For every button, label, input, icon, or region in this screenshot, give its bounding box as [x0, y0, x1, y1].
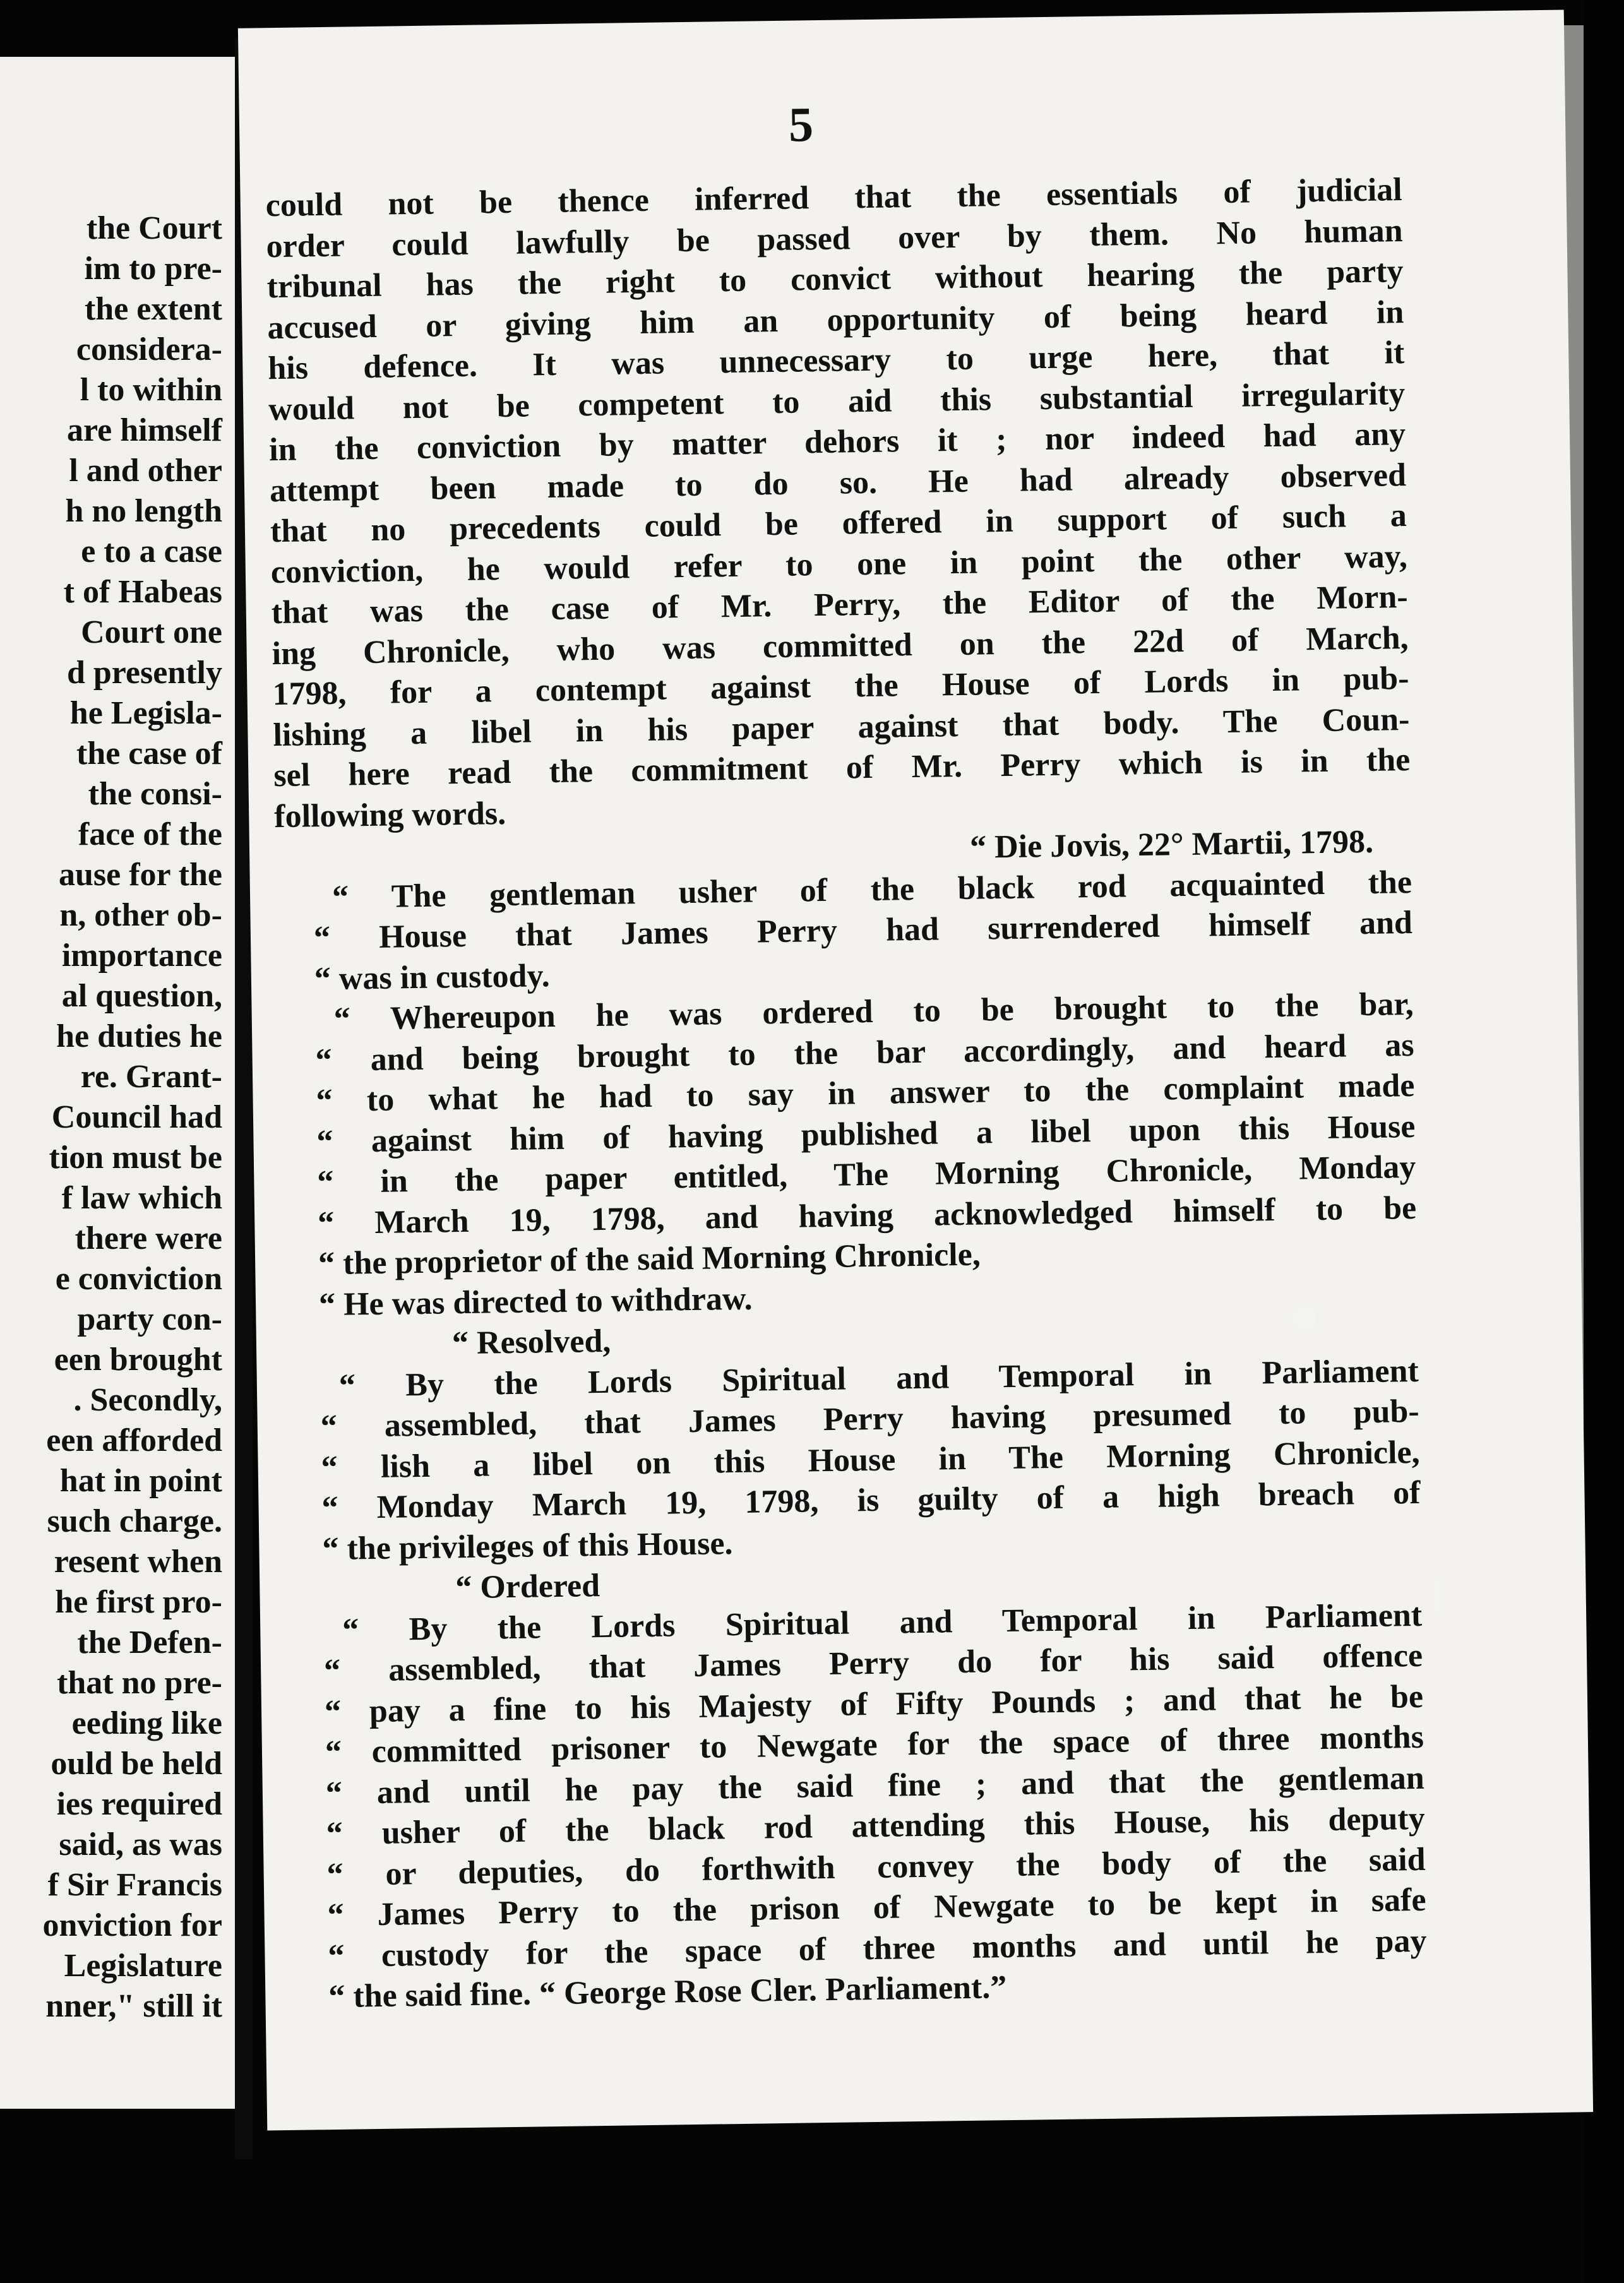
quote-line: “ pay a fine to his Majesty of Fifty Pounds ; and that he be: [324, 1678, 1424, 1730]
quote-line: “ lish a libel on this House in The Morning Chronicle,: [321, 1434, 1420, 1486]
quote-line: “ and until he pay the said fine ; and that the gentleman: [325, 1760, 1425, 1811]
left-page-line: he duties he: [56, 1018, 222, 1054]
quote-line: “ the said fine. “ George Rose Cler. Parliament.”: [328, 1969, 1007, 2015]
left-page-line: re. Grant-: [80, 1059, 222, 1095]
quote-line: “ House that James Perry had surrendered himself and: [313, 904, 1413, 957]
paragraph-line: attempt been made to do so. He had already observed: [269, 456, 1407, 509]
quote-line: “ usher of the black rod attending this House, his deputy: [326, 1800, 1426, 1852]
quote-line: “ the proprietor of the said Morning Chronicle,: [318, 1236, 981, 1282]
left-page-line: the Court: [86, 210, 222, 246]
left-page: [0, 57, 239, 2109]
left-page-line: said, as was: [59, 1827, 222, 1863]
left-page-line: ould be held: [51, 1746, 222, 1782]
left-page-line: e conviction: [55, 1261, 222, 1297]
left-page-line: d presently: [66, 655, 222, 691]
left-page-line: he Legisla-: [69, 695, 222, 731]
left-page-line: the consi-: [88, 776, 222, 812]
quote-line: “ James Perry to the prison of Newgate to be kept in safe: [327, 1881, 1426, 1934]
left-page-line: resent when: [54, 1544, 222, 1580]
left-page-line: are himself: [67, 412, 222, 448]
left-page-line: party con-: [77, 1301, 222, 1337]
left-page-line: Court one: [81, 614, 222, 650]
paragraph-line: that no precedents could be offered in support of such a: [270, 498, 1407, 550]
quote-line: “ Ordered: [455, 1568, 600, 1606]
left-page-line: l to within: [80, 372, 222, 408]
quote-line: “ Resolved,: [451, 1323, 611, 1362]
paragraph-line: order could lawfully be passed over by them. No human: [266, 212, 1403, 265]
paragraph-line: lishing a libel in his paper against that body. The Coun-: [273, 701, 1410, 753]
left-page-line: such charge.: [47, 1503, 222, 1539]
left-page-line: Council had: [51, 1099, 222, 1135]
paragraph-line: that was the case of Mr. Perry, the Editor of the Morn-: [271, 579, 1409, 631]
right-page: [238, 10, 1593, 2131]
quote-line: “ Whereupon he was ordered to be brought to the bar,: [333, 986, 1414, 1037]
quote-line: “ the privileges of this House.: [322, 1525, 733, 1567]
quote-line: “ The gentleman usher of the black rod acquainted the: [331, 864, 1412, 915]
paragraph-line: conviction, he would refer to one in point the other way,: [270, 538, 1408, 590]
left-page-line: Legislature: [64, 1948, 222, 1984]
paragraph-line: in the conviction by matter dehors it ; nor indeed had any: [268, 416, 1406, 468]
left-page-line: the extent: [84, 291, 222, 327]
left-page-line: ies required: [56, 1786, 222, 1822]
left-page-line: al question,: [61, 978, 222, 1014]
paragraph-line: accused or giving him an opportunity of being heard in: [267, 294, 1404, 346]
quote-line: “ By the Lords Spiritual and Temporal in Parliament: [342, 1597, 1423, 1648]
left-page-line: eeding like: [71, 1705, 222, 1741]
left-page-line: nner," still it: [45, 1988, 222, 2024]
left-page-line: there were: [75, 1220, 222, 1256]
left-page-line: n, other ob-: [59, 897, 222, 933]
left-page-line: f law which: [61, 1180, 222, 1216]
date-line: “ Die Jovis, 22° Martii, 1798.: [969, 823, 1374, 866]
quote-line: “ By the Lords Spiritual and Temporal in Parliament: [338, 1352, 1419, 1404]
left-page-line: face of the: [78, 816, 222, 852]
left-page-line: the Defen-: [77, 1624, 222, 1660]
dust-mark: [1434, 1577, 1441, 1615]
left-page-line: f Sir Francis: [47, 1867, 222, 1903]
quote-line: “ custody for the space of three months and until he pay: [328, 1922, 1427, 1974]
left-page-line: he first pro-: [55, 1584, 222, 1620]
left-page-line: that no pre-: [57, 1665, 222, 1701]
left-page-line: tion must be: [49, 1140, 222, 1176]
left-page-line: een brought: [54, 1342, 222, 1378]
quote-line: “ assembled, that James Perry having presumed to pub-: [320, 1393, 1420, 1445]
left-page-line: h no length: [65, 493, 222, 529]
left-page-line: the case of: [76, 736, 222, 772]
quote-line: “ committed prisoner to Newgate for the space of three months: [325, 1719, 1424, 1771]
quote-line: “ was in custody.: [314, 957, 551, 997]
left-page-line: een afforded: [46, 1422, 222, 1458]
body-paragraph: [265, 170, 1411, 837]
left-page-line: e to a case: [81, 533, 222, 569]
quote-line: “ in the paper entitled, The Morning Chronicle, Monday: [316, 1148, 1416, 1201]
paragraph-line: tribunal has the right to convict without hearing the party: [266, 253, 1404, 306]
quote-line: “ March 19, 1798, and having acknowledged himself to be: [317, 1189, 1417, 1241]
paragraph-line: his defence. It was unnecessary to urge here, that it: [267, 335, 1405, 387]
paragraph-line: ing Chronicle, who was committed on the 22d of March,: [272, 619, 1409, 672]
left-page-line: l and other: [69, 453, 222, 489]
quote-line: “ against him of having published a libel upon this House: [316, 1108, 1416, 1160]
quote-line: “ to what he had to say in answer to the complaint made: [316, 1067, 1415, 1119]
paragraph-line: sel here read the commitment of Mr. Perry which is in the: [273, 742, 1411, 794]
left-page-line: . Secondly,: [73, 1382, 222, 1418]
quote-line: “ Monday March 19, 1798, is guilty of a high breach of: [321, 1474, 1421, 1527]
left-page-line: im to pre-: [84, 251, 222, 287]
left-page-line: t of Habeas: [63, 574, 222, 610]
left-page-line: onviction for: [42, 1907, 222, 1943]
paragraph-line: could not be thence inferred that the essentials of judicial: [265, 172, 1403, 224]
commitment-quote: [275, 862, 1428, 2018]
left-page-line: considera-: [76, 331, 222, 367]
paragraph-line: 1798, for a contempt against the House of Lords in pub-: [272, 660, 1409, 713]
quote-line: “ assembled, that James Perry do for his said offence: [323, 1637, 1423, 1690]
left-page-line: hat in point: [59, 1463, 222, 1499]
left-page-line: importance: [61, 938, 222, 974]
quote-line: “ or deputies, do forthwith convey the body of the said: [326, 1841, 1426, 1893]
paragraph-line: following words.: [273, 795, 506, 835]
left-page-text: [0, 208, 235, 2027]
left-page-line: ause for the: [58, 857, 222, 893]
quote-line: “ and being brought to the bar accordingly, and heard as: [315, 1027, 1414, 1078]
page-number: 5: [788, 97, 814, 152]
paragraph-line: would not be competent to aid this substantial irregularity: [268, 375, 1406, 427]
quote-line: “ He was directed to withdraw.: [318, 1280, 753, 1323]
main-text-block: [265, 170, 1427, 2018]
